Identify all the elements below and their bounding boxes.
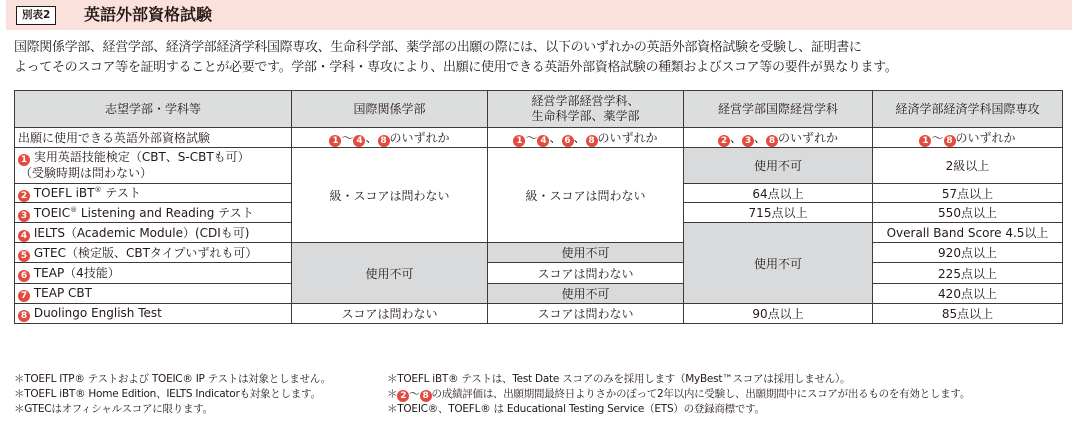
test-teap: 6 TEAP（4技能） <box>15 263 292 284</box>
number-badge: 8 <box>586 135 598 147</box>
cell-requirement: 2級以上 <box>873 148 1063 184</box>
footnotes <box>14 372 1080 417</box>
usable-tests-business: 1 ～ 4 、 6 、 8 のいずれか <box>488 128 684 148</box>
header-economics-intl: 経済学部経済学科国際専攻 <box>873 91 1063 128</box>
test-duolingo: 8 Duolingo English Test <box>15 304 292 324</box>
test-teap-cbt: 7 TEAP CBT <box>15 284 292 304</box>
cell-any-grade-score: 級・スコアは問わない <box>488 148 684 243</box>
cell-requirement: 420点以上 <box>873 284 1063 304</box>
table-row <box>15 243 1063 263</box>
test-eiken: 1 実用英語技能検定（CBT、S-CBTも可） （受験時期は問わない） <box>15 148 292 184</box>
number-badge: 2 <box>718 135 730 147</box>
cell-score-any: スコアは問わない <box>488 304 684 324</box>
header-business-life-pharm: 経営学部経営学科、 生命科学部、薬学部 <box>488 91 684 128</box>
number-badge: 2 <box>18 190 30 202</box>
number-badge: 8 <box>18 310 30 322</box>
cell-requirement: Overall Band Score 4.5以上 <box>873 223 1063 243</box>
number-badge: 4 <box>18 230 30 242</box>
cell-score-any: スコアは問わない <box>292 304 488 324</box>
usable-tests-intl-relations: 1 ～ 4 、 8 のいずれか <box>292 128 488 148</box>
number-badge: 1 <box>329 135 341 147</box>
cell-requirement: 920点以上 <box>873 243 1063 263</box>
test-toefl-ibt: 2 TOEFL iBT® テスト <box>15 184 292 203</box>
number-badge: 3 <box>18 210 30 222</box>
number-badge: 8 <box>766 135 778 147</box>
appendix-badge: 別表2 <box>16 6 56 25</box>
usable-tests-intl-business: 2 、 3 、 8 のいずれか <box>684 128 873 148</box>
cell-not-usable: 使用不可 <box>488 243 684 263</box>
number-badge: 8 <box>944 135 956 147</box>
cell-requirement: 225点以上 <box>873 263 1063 284</box>
cell-not-usable: 使用不可 <box>684 223 873 304</box>
header-intl-relations: 国際関係学部 <box>292 91 488 128</box>
cell-score-any: スコアは問わない <box>488 263 684 284</box>
test-ielts: 4 IELTS（Academic Module）(CDIも可) <box>15 223 292 243</box>
number-badge: 7 <box>18 290 30 302</box>
cell-not-usable: 使用不可 <box>488 284 684 304</box>
number-badge: 8 <box>420 390 432 402</box>
cell-requirement: 715点以上 <box>684 203 873 223</box>
footnote: ＊GTECはオフィシャルスコアに限ります。 <box>14 403 213 415</box>
requirements-table <box>14 90 1063 324</box>
footnote: ＊ 2 ～ 8 の成績評価は、出願期間最終日よりさかのぼって2年以内に受験し、出願期間中にスコアが出るものを有効とします。 <box>387 388 971 401</box>
number-badge: 3 <box>742 135 754 147</box>
cell-requirement: 57点以上 <box>873 184 1063 203</box>
test-gtec: 5 GTEC（検定版、CBTタイプいずれも可） <box>15 243 292 263</box>
footnote: ＊TOEFL ITP® テストおよび TOEIC® IP テストは対象としません。 <box>14 373 331 385</box>
test-toeic: 3 TOEIC® Listening and Reading テスト <box>15 203 292 223</box>
cell-requirement: 550点以上 <box>873 203 1063 223</box>
number-badge: 1 <box>18 154 30 166</box>
number-badge: 1 <box>513 135 525 147</box>
number-badge: 1 <box>919 135 931 147</box>
number-badge: 8 <box>378 135 390 147</box>
usable-tests-row <box>15 128 1063 148</box>
title-band <box>6 0 1072 30</box>
table-row <box>15 148 1063 184</box>
intro-line: よってそのスコア等を証明することが必要です。学部・学科・専攻により、出願に使用できる英語外部資格試験の種類およびスコア等の要件が異なります。 <box>14 60 898 75</box>
table-row <box>15 284 1063 304</box>
cell-any-grade-score: 級・スコアは問わない <box>292 148 488 243</box>
number-badge: 6 <box>18 270 30 282</box>
cell-requirement: 64点以上 <box>684 184 873 203</box>
usable-tests-economics: 1 ～ 8 のいずれか <box>873 128 1063 148</box>
number-badge: 2 <box>397 390 409 402</box>
cell-not-usable: 使用不可 <box>292 243 488 304</box>
header-faculty: 志望学部・学科等 <box>15 91 292 128</box>
header-intl-business: 経営学部国際経営学科 <box>684 91 873 128</box>
number-badge: 4 <box>537 135 549 147</box>
footnote: ＊TOEFL iBT® Home Edition、IELTS Indicatorも対象とします。 <box>14 388 321 400</box>
cell-requirement: 85点以上 <box>873 304 1063 324</box>
number-badge: 4 <box>353 135 365 147</box>
table-header-row <box>15 91 1063 128</box>
cell-not-usable: 使用不可 <box>684 148 873 184</box>
footnote: ＊TOEFL iBT® テストは、Test Date スコアのみを採用します（MyBest™スコアは採用しません）。 <box>387 373 851 385</box>
cell-requirement: 90点以上 <box>684 304 873 324</box>
table-row <box>15 304 1063 324</box>
number-badge: 5 <box>18 250 30 262</box>
intro-paragraph <box>14 38 1074 78</box>
footnote: ＊TOEIC®、TOEFL® は Educational Testing Service（ETS）の登録商標です。 <box>387 403 765 415</box>
page-title: 英語外部資格試験 <box>84 5 213 24</box>
table-row <box>15 263 1063 284</box>
intro-line: 国際関係学部、経営学部、経済学部経済学科国際専攻、生命科学部、薬学部の出願の際には、以下のいずれかの英語外部資格試験を受験し、証明書に <box>14 40 862 55</box>
usable-tests-label: 出願に使用できる英語外部資格試験 <box>15 128 292 148</box>
number-badge: 6 <box>562 135 574 147</box>
